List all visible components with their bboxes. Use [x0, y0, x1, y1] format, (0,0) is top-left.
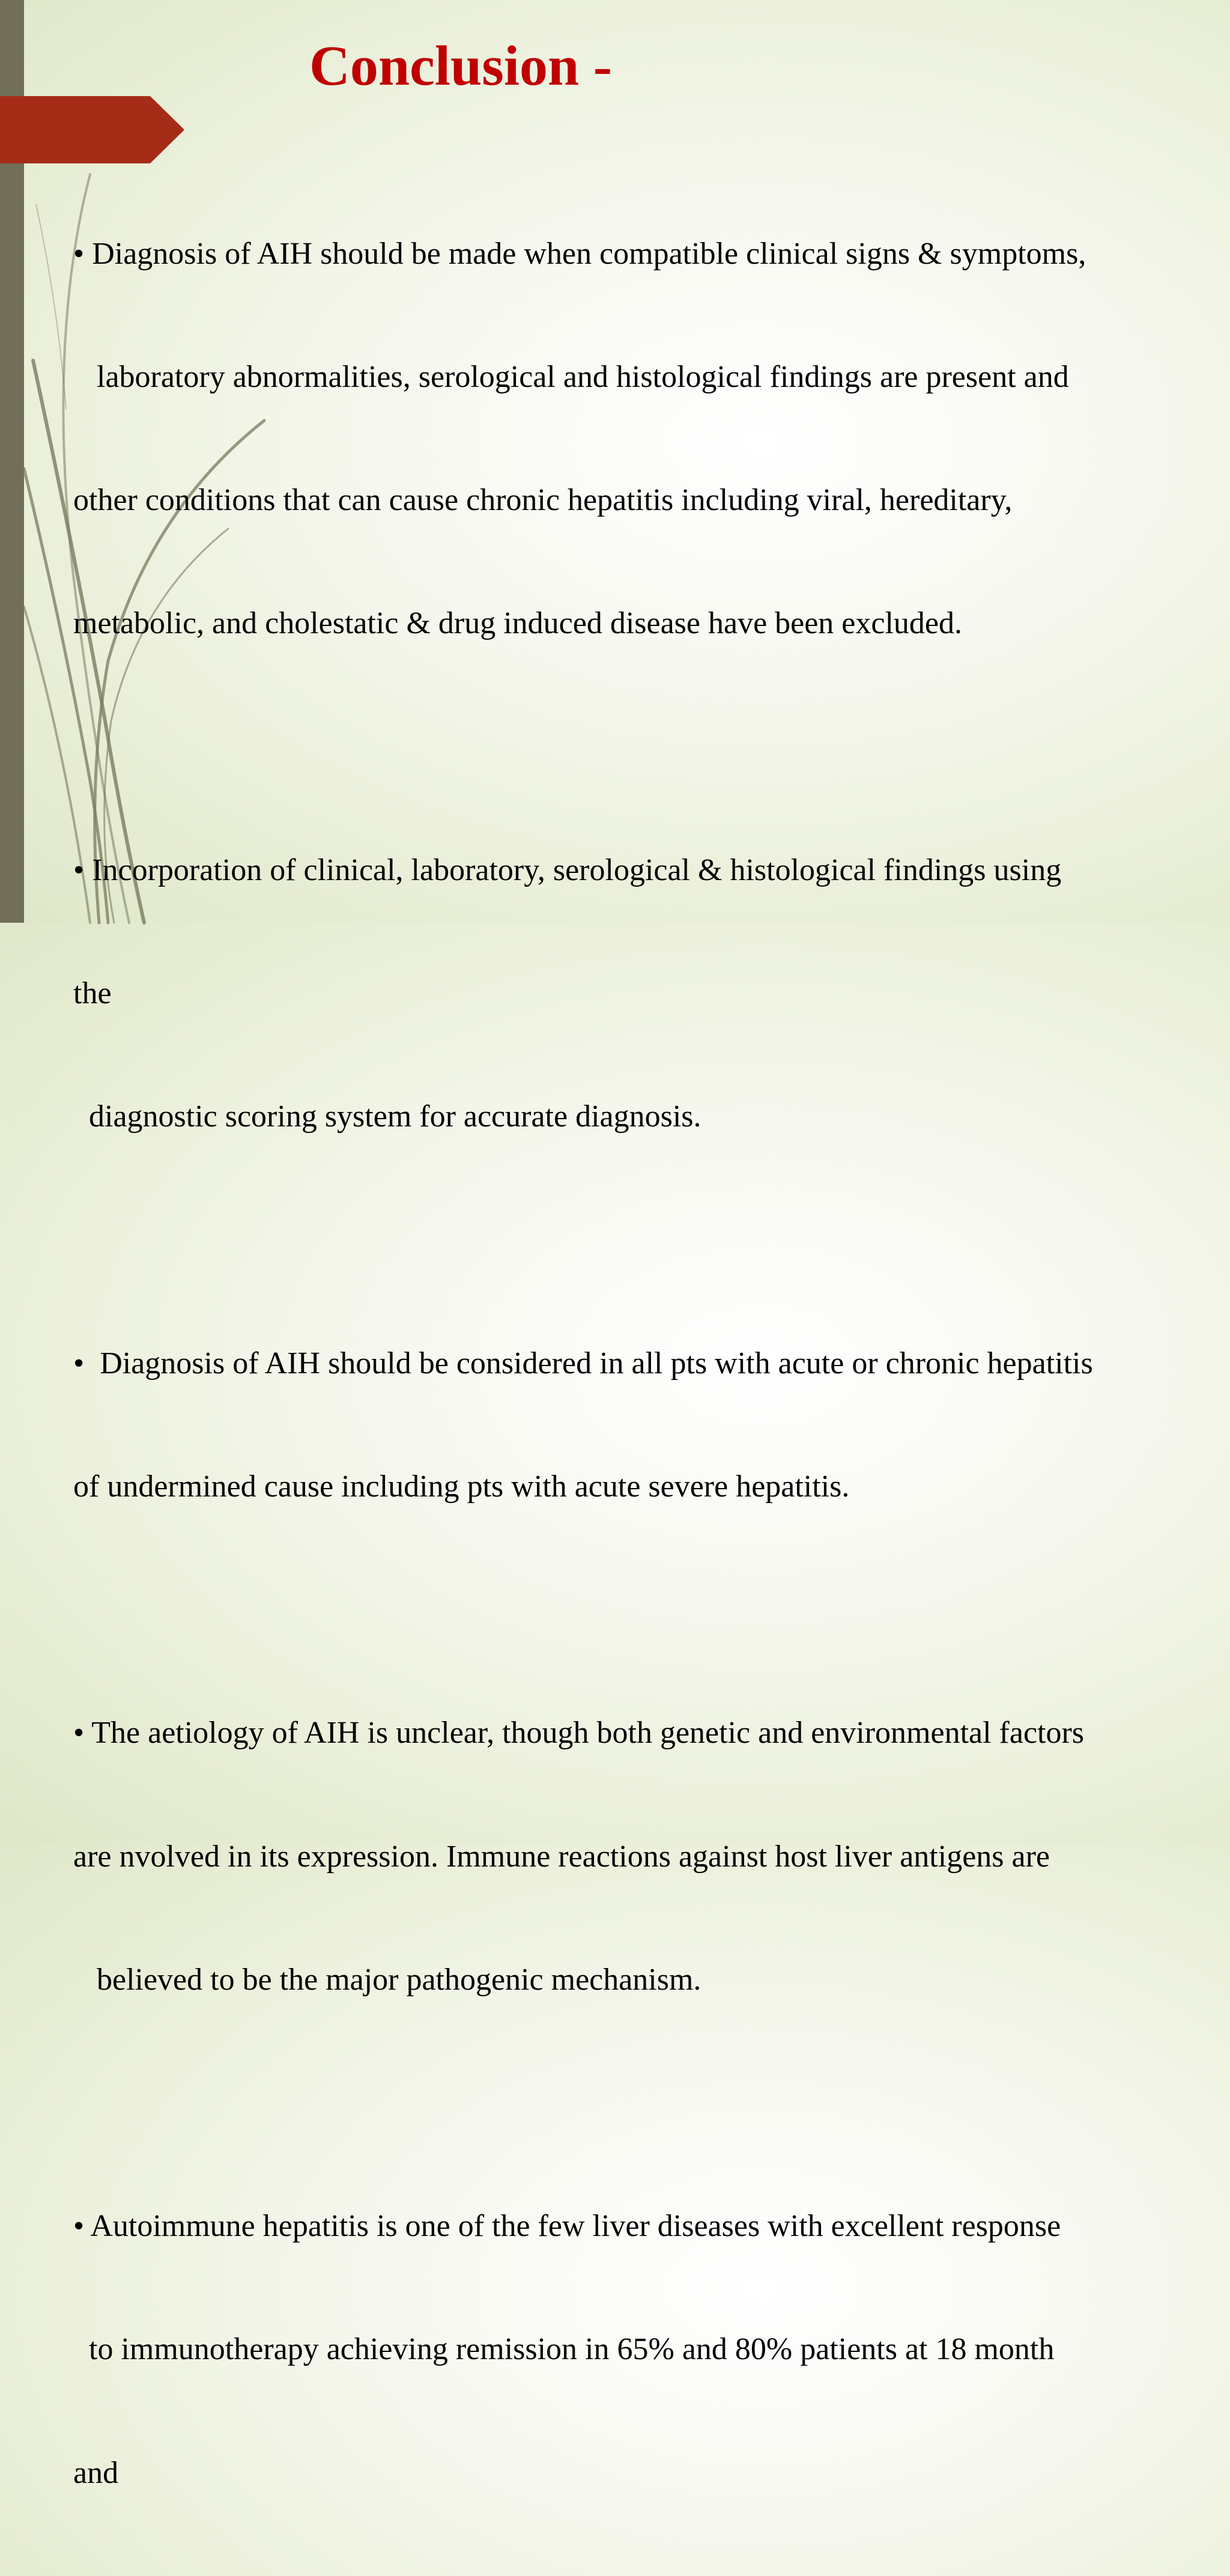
- bullet-item: [73, 1261, 1214, 1590]
- bullet-line: • Incorporation of clinical, laboratory, serological & histological findings using: [73, 852, 1062, 887]
- bullet-line: of undermined cause including pts with acute severe hepatitis.: [73, 1469, 850, 1504]
- slide-title: Conclusion -: [309, 35, 613, 97]
- bullet-line: to immunotherapy achieving remission in 65% and 80% patients at 18 month: [73, 2332, 1055, 2367]
- bullet-item: [73, 151, 1214, 727]
- bullet-line: metabolic, and cholestatic & drug induced disease have been excluded.: [73, 606, 962, 641]
- bullet-line: • Autoimmune hepatitis is one of the few liver diseases with excellent response: [73, 2209, 1061, 2244]
- bullet-line: are nvolved in its expression. Immune reactions against host liver antigens are: [73, 1839, 1050, 1874]
- bullet-item: [73, 768, 1214, 1220]
- bullet-item: [73, 2124, 1214, 2575]
- bullet-line: laboratory abnormalities, serological and histological findings are present and: [73, 360, 1069, 395]
- bullet-list: [73, 151, 1214, 2576]
- bullet-item: [73, 1631, 1214, 2083]
- bullet-line: the: [73, 976, 112, 1011]
- bullet-line: believed to be the major pathogenic mechanism.: [73, 1962, 701, 1997]
- bullet-line: diagnostic scoring system for accurate diagnosis.: [73, 1099, 701, 1134]
- bullet-line: • Diagnosis of AIH should be considered in all pts with acute or chronic hepatitis: [73, 1346, 1093, 1381]
- bullet-line: and: [73, 2455, 119, 2490]
- bullet-line: • Diagnosis of AIH should be made when compatible clinical signs & symptoms,: [73, 236, 1086, 271]
- bullet-line: • The aetiology of AIH is unclear, though both genetic and environmental factors: [73, 1716, 1085, 1751]
- bullet-line: other conditions that can cause chronic hepatitis including viral, hereditary,: [73, 483, 1013, 518]
